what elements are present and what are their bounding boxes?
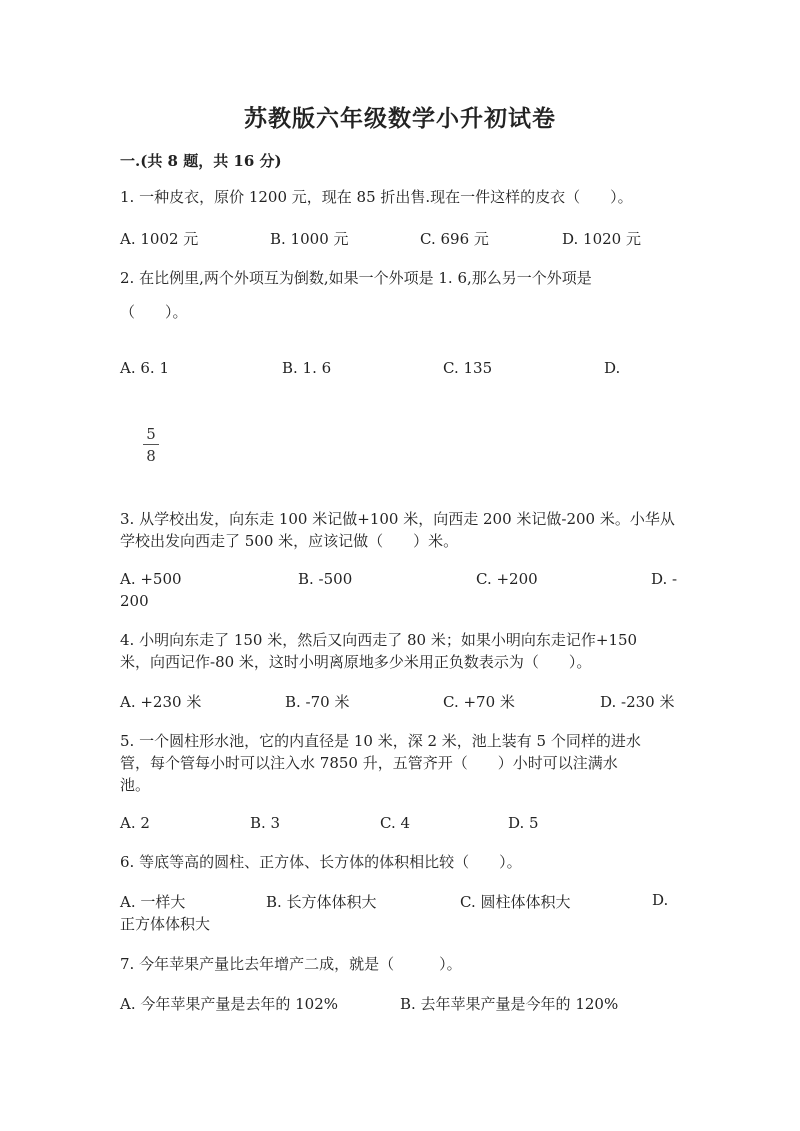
question-5-option-b[interactable]: B. 3: [250, 814, 281, 832]
question-5-line-3: 池。: [120, 776, 151, 794]
question-6-option-d-cont: 正方体体积大: [120, 915, 211, 933]
question-3-line-1: 3. 从学校出发，向东走 100 米记做+100 米，向西走 200 米记做-200 米。小华从: [120, 510, 675, 528]
question-7-option-b[interactable]: B. 去年苹果产量是今年的 120%: [400, 995, 619, 1013]
question-6-option-d[interactable]: D.: [652, 891, 669, 909]
fraction-denominator: 8: [146, 447, 156, 465]
question-6-option-c[interactable]: C. 圆柱体体积大: [460, 893, 571, 911]
question-1-option-b[interactable]: B. 1000 元: [270, 230, 349, 248]
question-3-option-b[interactable]: B. -500: [298, 570, 353, 588]
question-2-fraction: [143, 426, 159, 464]
question-4-line-2: 米，向西记作-80 米，这时小明离原地多少米用正负数表示为（ ）。: [120, 653, 592, 671]
question-2-option-a[interactable]: A. 6. 1: [120, 359, 169, 377]
question-1-option-a[interactable]: A. 1002 元: [120, 230, 199, 248]
question-1-option-d[interactable]: D. 1020 元: [562, 230, 641, 248]
question-6-option-a[interactable]: A. 一样大: [120, 893, 186, 911]
question-3-option-c[interactable]: C. +200: [476, 570, 538, 588]
fraction-bar: [143, 444, 159, 445]
question-2-option-c[interactable]: C. 135: [443, 359, 493, 377]
question-5-line-2: 管，每个管每小时可以注入水 7850 升，五管齐开（ ）小时可以注满水: [120, 754, 618, 772]
question-2-option-b[interactable]: B. 1. 6: [282, 359, 332, 377]
question-6-text: 6. 等底等高的圆柱、正方体、长方体的体积相比较（ ）。: [120, 853, 522, 871]
question-5-line-1: 5. 一个圆柱形水池，它的内直径是 10 米，深 2 米，池上装有 5 个同样的进水: [120, 732, 641, 750]
section-heading: 一.(共 8 题，共 16 分): [120, 152, 282, 170]
question-3-option-a[interactable]: A. +500: [120, 570, 182, 588]
question-5-option-d[interactable]: D. 5: [508, 814, 539, 832]
question-5-option-c[interactable]: C. 4: [380, 814, 411, 832]
question-3-option-d-cont: 200: [120, 592, 149, 610]
question-2-line-2: （ ）。: [120, 303, 188, 321]
question-3-option-d[interactable]: D. -: [651, 570, 678, 588]
page-title: 苏教版六年级数学小升初试卷: [244, 105, 556, 132]
question-7-text: 7. 今年苹果产量比去年增产二成，就是（ ）。: [120, 955, 462, 973]
fraction-numerator: 5: [146, 425, 156, 443]
question-1-text: 1. 一种皮衣，原价 1200 元，现在 85 折出售.现在一件这样的皮衣（ ）。: [120, 188, 633, 206]
question-6-option-b[interactable]: B. 长方体体积大: [266, 893, 377, 911]
question-1-option-c[interactable]: C. 696 元: [420, 230, 489, 248]
question-4-line-1: 4. 小明向东走了 150 米，然后又向西走了 80 米；如果小明向东走记作+150: [120, 631, 638, 649]
question-7-option-a[interactable]: A. 今年苹果产量是去年的 102%: [120, 995, 339, 1013]
question-5-option-a[interactable]: A. 2: [120, 814, 150, 832]
question-4-option-c[interactable]: C. +70 米: [443, 693, 515, 711]
question-2-line-1: 2. 在比例里,两个外项互为倒数,如果一个外项是 1. 6,那么另一个外项是: [120, 269, 592, 287]
question-4-option-d[interactable]: D. -230 米: [600, 693, 675, 711]
question-2-option-d[interactable]: D.: [604, 359, 621, 377]
question-4-option-a[interactable]: A. +230 米: [120, 693, 202, 711]
question-4-option-b[interactable]: B. -70 米: [285, 693, 350, 711]
question-3-line-2: 学校出发向西走了 500 米，应该记做（ ）米。: [120, 532, 459, 550]
